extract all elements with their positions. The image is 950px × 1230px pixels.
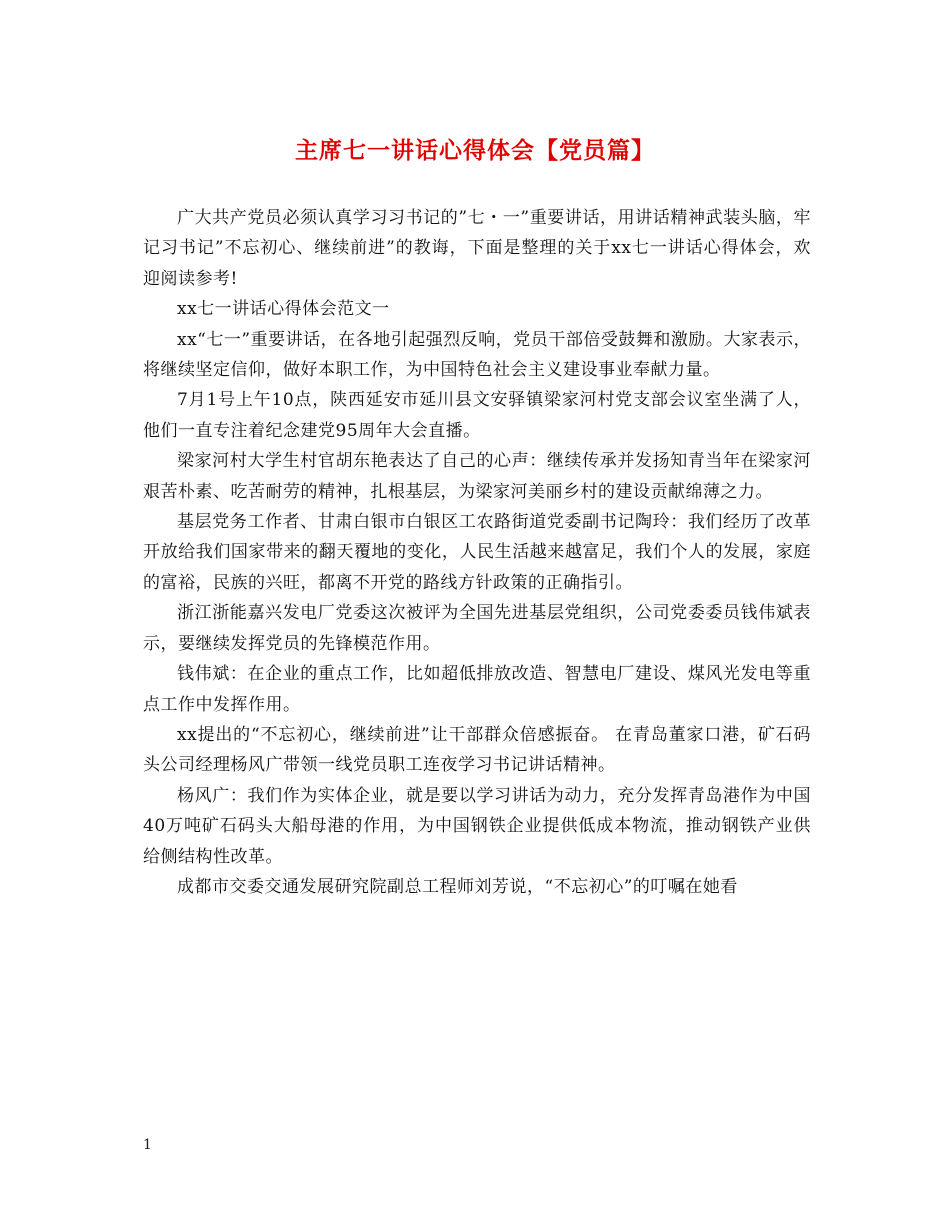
paragraph: 7月1号上午10点，陕西延安市延川县文安驿镇梁家河村党支部会议室坐满了人，他们一直专注着纪念建党95周年大会直播。 xyxy=(143,390,811,441)
paragraph: xx“七一”重要讲话，在各地引起强烈反响，党员干部倍受鼓舞和激励。大家表示，将继续坚定信仰，做好本职工作，为中国特色社会主义建设事业奉献力量。 xyxy=(143,329,811,381)
paragraph: 钱伟斌：在企业的重点工作，比如超低排放改造、智慧电厂建设、煤风光发电等重点工作中发挥作用。 xyxy=(143,664,811,715)
paragraph: 浙江浙能嘉兴发电厂党委这次被评为全国先进基层党组织，公司党委委员钱伟斌表示，要继续发挥党员的先锋模范作用。 xyxy=(143,603,811,654)
paragraph: 梁家河村大学生村官胡东艳表达了自己的心声：继续传承并发扬知青当年在梁家河艰苦朴素、吃苦耐劳的精神，扎根基层，为梁家河美丽乡村的建设贡献绵薄之力。 xyxy=(143,451,811,502)
paragraph-intro: 广大共产党员必须认真学习习书记的”七・一”重要讲话，用讲话精神武装头脑，牢记习书记”不忘初心、继续前进”的教诲，下面是整理的关于xx七一讲话心得体会，欢迎阅读参考! xyxy=(143,208,811,289)
paragraph: 基层党务工作者、甘肃白银市白银区工农路街道党委副书记陶玲：我们经历了改革开放给我们国家带来的翻天覆地的变化，人民生活越来越富足，我们个人的发展，家庭的富裕，民族的兴旺，都离不开党的路线方针政策的正确指引。 xyxy=(143,512,811,593)
paragraph-continued: 成都市交委交通发展研究院副总工程师刘芳说，“不忘初心”的叮嘱在她看 xyxy=(177,876,738,897)
page-number: 1 xyxy=(143,1137,152,1153)
document-body xyxy=(143,203,811,902)
paragraph-section-heading: xx七一讲话心得体会范文一 xyxy=(177,299,390,320)
paragraph: 杨风广：我们作为实体企业，就是要以学习讲话为动力，充分发挥青岛港作为中国40万吨矿石码头大船母港的作用，为中国钢铁企业提供低成本物流，推动钢铁产业供给侧结构性改革。 xyxy=(143,785,811,867)
document-title: 主席七一讲话心得体会【党员篇】 xyxy=(295,137,655,164)
paragraph: xx提出的“不忘初心，继续前进”让干部群众倍感振奋。 在青岛董家口港，矿石码头公司经理杨风广带领一线党员职工连夜学习书记讲话精神。 xyxy=(143,724,811,776)
